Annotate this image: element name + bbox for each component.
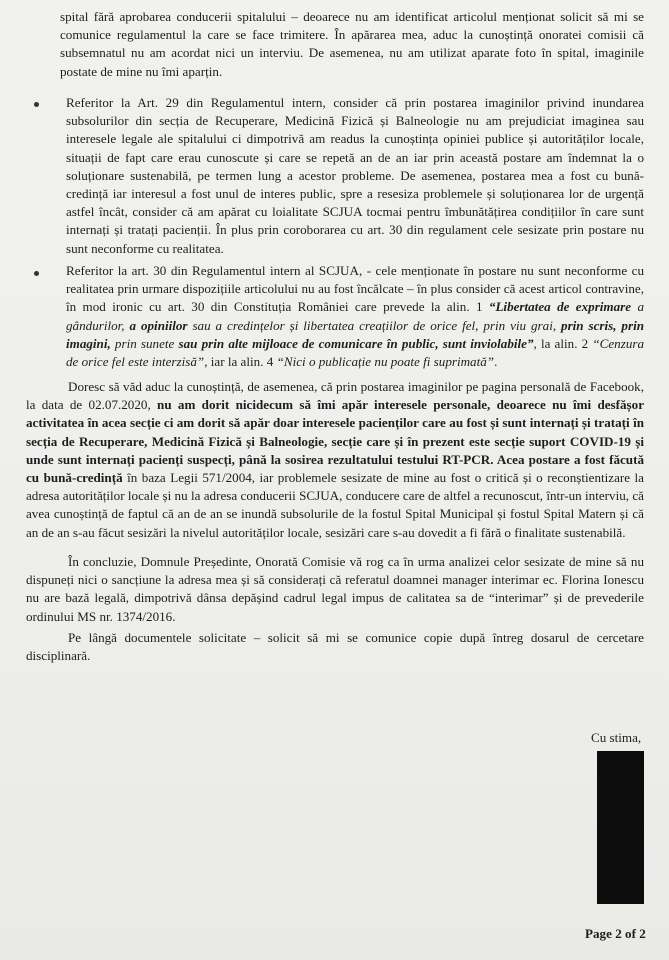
paragraph-conclusion: În concluzie, Domnule Președinte, Onorată Comisie vă rog ca în urma analizei celor sesizate de mine să nu dispuneți nici o sancțiune la adresa mea și să considerați că referatul doamnei manager interimar ec. Florina Ionescu nu are bază legală, dimpotrivă dânsa depășind cadrul legal impus de calitatea sa de “interimar” și de prevederile ordinului MS nr. 1374/2016.	[26, 554, 644, 624]
redacted-signature	[597, 751, 644, 904]
paragraph-request: Pe lângă documentele solicitate – solicit să mi se comunice copie după întreg dosarul de cercetare disciplinară.	[26, 630, 644, 664]
bullet-icon	[34, 271, 39, 276]
paragraph-facebook-post: Doresc să văd aduc la cunoștință, de asemenea, că prin postarea imaginilor pe pagina personală de Facebook, la data de 02.07.2020, nu am dorit nicidecum să îmi apăr interesele personale, deoarece nu îmi desfășor activitatea în acea secție ci am dorit să apăr doar interesele pacienților care au fost și sunt internați și tratați în secția de Recuperare, Medicină Fizică și Balneologie, secție care și în prezent este secție suport COVID-19 și unde sunt internați pacienți suspecți, până la sosirea rezultatului testului RT-PCR. Acea postare a fost făcută cu bună-credință în baza Legii 571/2004, iar problemele sesizate de mine au fost o critică și o reconștientizare la adresa autorităților locale și nu la adresa conducerii SCJUA, conducere care de altfel a recunoscut, într-un interviu, că avea cunoștință de faptul că an de an se inundă subsolurile de la fostul Spital Municipal și fostul Spital Matern și că an de an s-au făcut sesizări la nivelul autorităților locale, sesizări care s-au dovedit a fi fără o finalitate sustenabilă.	[26, 379, 645, 540]
bullet-icon	[34, 102, 39, 107]
page-number: Page 2 of 2	[585, 926, 646, 941]
paragraph-continuation: spital fără aprobarea conducerii spitalului – deoarece nu am identificat articolul menționat solicit să mi se comunice regulamentul la care se face trimitere. În apărarea mea, aduc la cunoștință onoratei comisii că subsemnatul nu am acordat nici un interviu. De asemenea, nu am utilizat aparate foto în spital, imaginile postate de mine nu îmi aparțin.	[60, 9, 644, 79]
bullet-paragraph-art29: Referitor la Art. 29 din Regulamentul intern, consider că prin postarea imaginilor privind inundarea subsolurilor din secția de Recuperare, Medicină Fizică și Balneologie nu am prejudiciat imaginea sau interesele legale ale spitalului ci dimpotrivă am readus la cunoștința opiniei publice și autorităților locale, situații de fapt care erau cunoscute și care se repetă an de an iar prin această postare am îndemnat la o soluționare sustenabilă, pe termen lung a acestor probleme. De asemenea, postarea mea a fost cu bună-credință iar interesul a fost unul de interes public, spre a resesiza problemele și soluționarea lor de urgență astfel încât, consider că am apărat cu loialitate SCJUA tocmai pentru îmbunătățirea condițiilor în care sunt internați și tratați pacienții. În plus prin coroborarea cu art. 30 din regulament cele sesizate prin postare nu sunt neconforme cu realitatea.	[66, 95, 644, 256]
bullet-paragraph-art30: Referitor la art. 30 din Regulamentul intern al SCJUA, - cele menționate în postare nu sunt neconforme cu realitatea prin urmare dispozițiile articolului nu au fost încălcate – în plus consider că acest articol contravine, în mod ironic cu art. 30 din Constituția României care prevede la alin. 1 “Libertatea de exprimare a gândurilor, a opiniilor sau a credințelor și libertatea creațiilor de orice fel, prin viu grai, prin scris, prin imagini, prin sunete sau prin alte mijloace de comunicare în public, sunt inviolabile”, la alin. 2 “Cenzura de orice fel este interzisă”, iar la alin. 4 “Nici o publicație nu poate fi suprimată”.	[66, 263, 645, 370]
closing-salutation: Cu stima,	[591, 730, 642, 745]
